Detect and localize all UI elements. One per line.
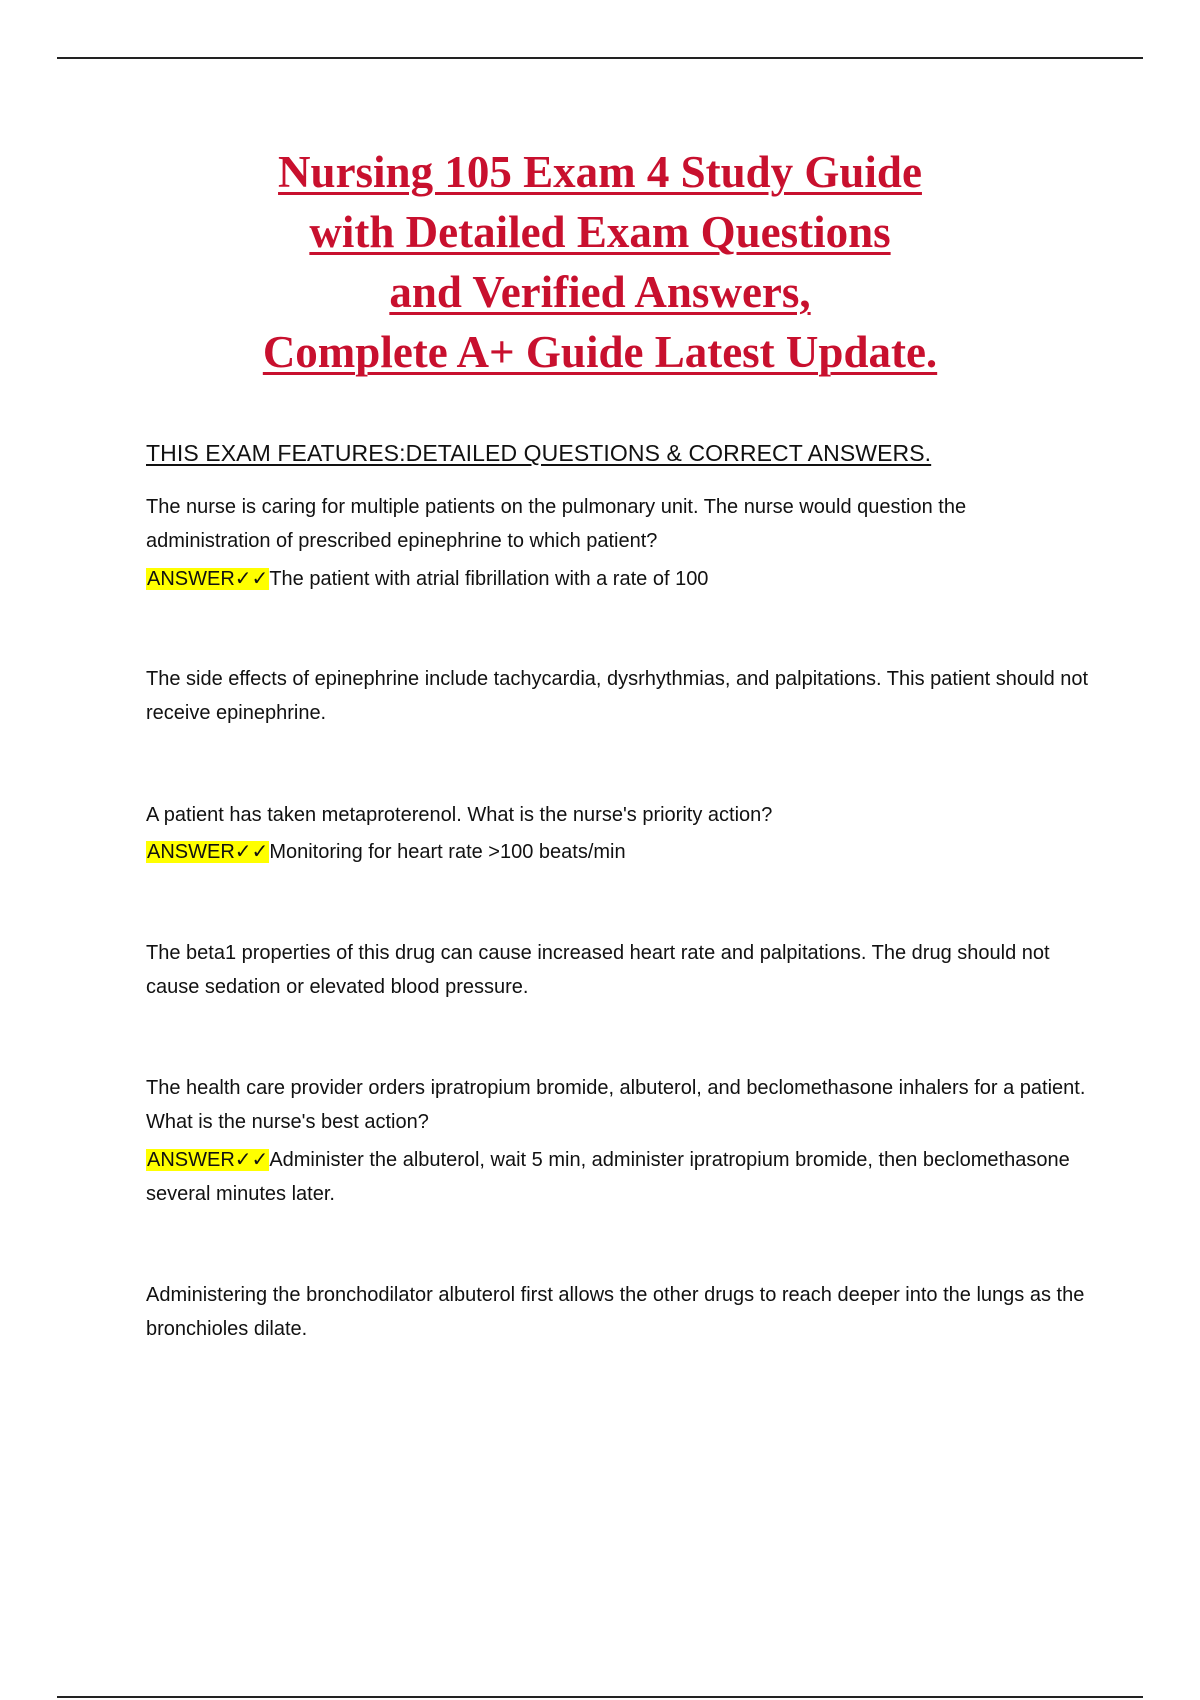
answer-label: ANSWER✓✓ bbox=[147, 841, 269, 863]
answer-line bbox=[146, 835, 1096, 869]
answer-line bbox=[146, 562, 1096, 596]
features-heading: THIS EXAM FEATURES:DETAILED QUESTIONS & CORRECT ANSWERS. bbox=[146, 440, 932, 466]
title-line: and Verified Answers, bbox=[389, 267, 811, 317]
question-text: The health care provider orders ipratropium bromide, albuterol, and beclomethasone inhalers for a patient. What is the nurse's best action? bbox=[146, 1077, 1086, 1133]
title-line: Complete A+ Guide Latest Update. bbox=[262, 327, 938, 377]
top-rule bbox=[57, 57, 1143, 59]
bottom-rule bbox=[57, 1696, 1143, 1698]
title-line: Nursing 105 Exam 4 Study Guide bbox=[278, 147, 922, 197]
answer-line bbox=[146, 1143, 1096, 1211]
rationale-text: Administering the bronchodilator albuterol first allows the other drugs to reach deeper into the lungs as the bronchioles dilate. bbox=[146, 1284, 1085, 1340]
answer-text: Monitoring for heart rate >100 beats/min bbox=[269, 841, 626, 863]
title-line: with Detailed Exam Questions bbox=[309, 207, 891, 257]
document-title bbox=[100, 142, 1100, 382]
question-text: A patient has taken metaproterenol. What is the nurse's priority action? bbox=[146, 804, 773, 826]
answer-text: The patient with atrial fibrillation with a rate of 100 bbox=[269, 568, 709, 590]
answer-text: Administer the albuterol, wait 5 min, administer ipratropium bromide, then beclomethasone several minutes later. bbox=[146, 1149, 1070, 1205]
rationale-text: The side effects of epinephrine include tachycardia, dysrhythmias, and palpitations. This patient should not receive epinephrine. bbox=[146, 668, 1089, 724]
answer-label: ANSWER✓✓ bbox=[147, 1149, 269, 1171]
rationale-text: The beta1 properties of this drug can cause increased heart rate and palpitations. The drug should not cause sedation or elevated blood pressure. bbox=[146, 942, 1050, 998]
answer-label: ANSWER✓✓ bbox=[147, 568, 269, 590]
question-text: The nurse is caring for multiple patients on the pulmonary unit. The nurse would question the administration of prescribed epinephrine to which patient? bbox=[146, 496, 967, 552]
